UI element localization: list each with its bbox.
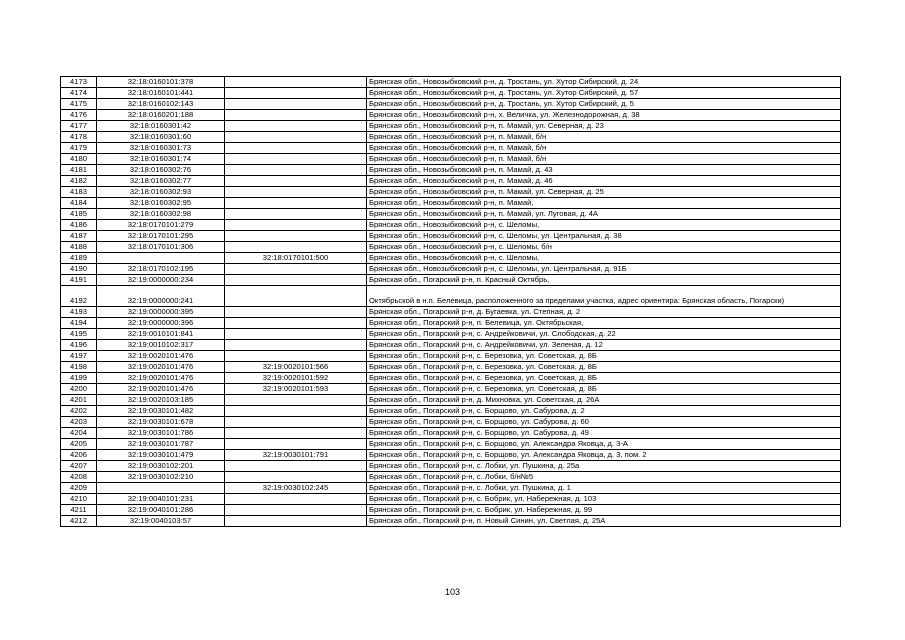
cadastral-number-cell: 32:19:0020101:476 bbox=[97, 351, 225, 362]
cadastral-number-cell: 32:19:0020103:185 bbox=[97, 395, 225, 406]
table-row bbox=[61, 286, 841, 307]
table-row bbox=[61, 450, 841, 461]
cadastral-number-cell: 32:19:0040103:57 bbox=[97, 516, 225, 527]
cadastral-number-cell: 32:19:0030101:482 bbox=[97, 406, 225, 417]
address-cell: Брянская обл., Погарский р-н, с. Борщово, ул. Александра Яковца, д. 3-А bbox=[367, 439, 841, 450]
table-row bbox=[61, 176, 841, 187]
address-cell: Брянская обл., Новозыбковский р-н, п. Мамай, bbox=[367, 198, 841, 209]
address-cell: Брянская обл., Новозыбковский р-н, с. Шеломы, ул. Центральная, д. 91Б bbox=[367, 264, 841, 275]
address-cell: Брянская обл., Новозыбковский р-н, д. Тростань, ул. Хутор Сибирский, д. 57 bbox=[367, 88, 841, 99]
cadastral-number-cell: 32:18:0160301:42 bbox=[97, 121, 225, 132]
cadastral-number-cell: 32:18:0160302:93 bbox=[97, 187, 225, 198]
address-cell: Брянская обл., Новозыбковский р-н, с. Шеломы, bbox=[367, 220, 841, 231]
address-cell: Брянская обл., Погарский р-н, с. Березовка, ул. Советская, д. 8Б bbox=[367, 362, 841, 373]
linked-cadastral-number-cell bbox=[225, 439, 367, 450]
row-number-cell: 4207 bbox=[61, 461, 97, 472]
cadastral-number-cell: 32:19:0010102:317 bbox=[97, 340, 225, 351]
cadastral-number-cell: 32:19:0020101:476 bbox=[97, 384, 225, 395]
page-number: 103 bbox=[444, 587, 461, 597]
table-row bbox=[61, 351, 841, 362]
cadastral-number-cell: 32:19:0030101:678 bbox=[97, 417, 225, 428]
cadastral-number-cell: 32:18:0160101:441 bbox=[97, 88, 225, 99]
linked-cadastral-number-cell bbox=[225, 264, 367, 275]
linked-cadastral-number-cell bbox=[225, 231, 367, 242]
table-row bbox=[61, 209, 841, 220]
row-number-cell: 4190 bbox=[61, 264, 97, 275]
address-cell: Брянская обл., Погарский р-н, с. Березовка, ул. Советская, д. 8Б bbox=[367, 373, 841, 384]
cadastral-number-cell: 32:18:0160101:378 bbox=[97, 77, 225, 88]
address-cell: Брянская обл., Погарский р-н, с. Борщово, ул. Сабурова, д. 2 bbox=[367, 406, 841, 417]
row-number-cell: 4198 bbox=[61, 362, 97, 373]
address-cell: Брянская обл., Новозыбковский р-н, п. Мамай, ул. Северная, д. 23 bbox=[367, 121, 841, 132]
table-row bbox=[61, 362, 841, 373]
address-cell: Брянская обл., Новозыбковский р-н, п. Мамай, д. 43 bbox=[367, 165, 841, 176]
table-row bbox=[61, 220, 841, 231]
linked-cadastral-number-cell bbox=[225, 318, 367, 329]
table-row bbox=[61, 395, 841, 406]
linked-cadastral-number-cell bbox=[225, 307, 367, 318]
cadastral-number-cell: 32:19:0020101:476 bbox=[97, 362, 225, 373]
row-number-cell: 4188 bbox=[61, 242, 97, 253]
row-number-cell: 4197 bbox=[61, 351, 97, 362]
table-row bbox=[61, 121, 841, 132]
table-row bbox=[61, 505, 841, 516]
address-cell: Брянская обл., Погарский р-н, с. Лобки, ул. Пушкина, д. 1 bbox=[367, 483, 841, 494]
cadastral-number-cell: 32:19:0030102:210 bbox=[97, 472, 225, 483]
table-row bbox=[61, 253, 841, 264]
address-cell: Брянская обл., Погарский р-н, п. Белевица, ул. Октябрьская, bbox=[367, 318, 841, 329]
cadastral-number-cell: 32:19:0000000:234 bbox=[97, 275, 225, 286]
linked-cadastral-number-cell bbox=[225, 494, 367, 505]
linked-cadastral-number-cell bbox=[225, 209, 367, 220]
linked-cadastral-number-cell bbox=[225, 88, 367, 99]
row-number-cell: 4204 bbox=[61, 428, 97, 439]
linked-cadastral-number-cell: 32:19:0020101:592 bbox=[225, 373, 367, 384]
address-cell: Брянская обл., Новозыбковский р-н, п. Мамай, д. 46 bbox=[367, 176, 841, 187]
table-row bbox=[61, 406, 841, 417]
linked-cadastral-number-cell bbox=[225, 77, 367, 88]
table-row bbox=[61, 242, 841, 253]
linked-cadastral-number-cell bbox=[225, 154, 367, 165]
table-row bbox=[61, 165, 841, 176]
row-number-cell: 4182 bbox=[61, 176, 97, 187]
cadastral-number-cell: 32:18:0160301:73 bbox=[97, 143, 225, 154]
cadastral-number-cell: 32:18:0160302:95 bbox=[97, 198, 225, 209]
linked-cadastral-number-cell bbox=[225, 286, 367, 307]
address-cell: Брянская обл., Погарский р-н, с. Борщово, ул. Сабурова, д. 49 bbox=[367, 428, 841, 439]
row-number-cell: 4184 bbox=[61, 198, 97, 209]
linked-cadastral-number-cell: 32:19:0030101:791 bbox=[225, 450, 367, 461]
linked-cadastral-number-cell bbox=[225, 340, 367, 351]
cadastral-number-cell: 32:19:0000000:395 bbox=[97, 307, 225, 318]
address-cell: Брянская обл., Погарский р-н, с. Борщово, ул. Александра Яковца, д. 3, пом. 2 bbox=[367, 450, 841, 461]
cadastral-number-cell bbox=[97, 483, 225, 494]
row-number-cell: 4174 bbox=[61, 88, 97, 99]
address-cell: Брянская обл., Новозыбковский р-н, п. Мамай, ул. Северная, д. 25 bbox=[367, 187, 841, 198]
row-number-cell: 4202 bbox=[61, 406, 97, 417]
address-cell: Брянская обл., Новозыбковский р-н, с. Шеломы, б/н bbox=[367, 242, 841, 253]
table-row bbox=[61, 516, 841, 527]
cadastral-number-cell: 32:19:0030102:201 bbox=[97, 461, 225, 472]
cadastral-number-cell: 32:18:0160301:60 bbox=[97, 132, 225, 143]
table-row bbox=[61, 110, 841, 121]
linked-cadastral-number-cell bbox=[225, 110, 367, 121]
cadastral-number-cell: 32:18:0170101:295 bbox=[97, 231, 225, 242]
row-number-cell: 4177 bbox=[61, 121, 97, 132]
table-row bbox=[61, 143, 841, 154]
row-number-cell: 4199 bbox=[61, 373, 97, 384]
table-row bbox=[61, 461, 841, 472]
row-number-cell: 4196 bbox=[61, 340, 97, 351]
cadastral-number-cell: 32:18:0160302:98 bbox=[97, 209, 225, 220]
table-row bbox=[61, 307, 841, 318]
table-row bbox=[61, 329, 841, 340]
linked-cadastral-number-cell: 32:19:0020101:566 bbox=[225, 362, 367, 373]
cadastral-number-cell bbox=[97, 253, 225, 264]
address-cell: Брянская обл., Погарский р-н, с. Борщово, ул. Сабурова, д. 60 bbox=[367, 417, 841, 428]
row-number-cell: 4193 bbox=[61, 307, 97, 318]
table-row bbox=[61, 264, 841, 275]
address-cell: Брянская обл., Новозыбковский р-н, д. Тростань, ул. Хутор Сибирский, д. 5 bbox=[367, 99, 841, 110]
linked-cadastral-number-cell: 32:18:0170101:500 bbox=[225, 253, 367, 264]
address-cell: Брянская обл., Погарский р-н, с. Березовка, ул. Советская, д. 8Б bbox=[367, 384, 841, 395]
row-number-cell: 4180 bbox=[61, 154, 97, 165]
address-cell: Брянская обл., Погарский р-н, д. Михновка, ул. Советская, д. 26А bbox=[367, 395, 841, 406]
table-row bbox=[61, 494, 841, 505]
cadastral-number-cell: 32:19:0030101:479 bbox=[97, 450, 225, 461]
linked-cadastral-number-cell bbox=[225, 176, 367, 187]
address-cell: Брянская обл., Новозыбковский р-н, д. Тростань, ул. Хутор Сибирский, д. 24 bbox=[367, 77, 841, 88]
row-number-cell: 4205 bbox=[61, 439, 97, 450]
table-row bbox=[61, 384, 841, 395]
linked-cadastral-number-cell bbox=[225, 187, 367, 198]
address-cell: Брянская обл., Новозыбковский р-н, п. Мамай, б/н bbox=[367, 154, 841, 165]
table-row bbox=[61, 77, 841, 88]
address-cell: Брянская обл., Погарский р-н, п. Красный Октябрь, bbox=[367, 275, 841, 286]
linked-cadastral-number-cell bbox=[225, 198, 367, 209]
row-number-cell: 4200 bbox=[61, 384, 97, 395]
address-cell: Брянская обл., Погарский р-н, с. Лобки, б/н№5 bbox=[367, 472, 841, 483]
row-number-cell: 4189 bbox=[61, 253, 97, 264]
row-number-cell: 4203 bbox=[61, 417, 97, 428]
address-cell: Брянская обл., Погарский р-н, с. Андрейковичи, ул. Слободская, д. 22 bbox=[367, 329, 841, 340]
address-cell: Брянская обл., Новозыбковский р-н, с. Шеломы, ул. Центральная, д. 38 bbox=[367, 231, 841, 242]
row-number-cell: 4194 bbox=[61, 318, 97, 329]
cadastral-number-cell: 32:19:0000000:241 bbox=[97, 286, 225, 307]
cadastral-number-cell: 32:18:0160302:76 bbox=[97, 165, 225, 176]
cadastral-number-cell: 32:19:0030101:787 bbox=[97, 439, 225, 450]
cadastral-number-cell: 32:18:0170101:306 bbox=[97, 242, 225, 253]
row-number-cell: 4186 bbox=[61, 220, 97, 231]
cadastral-number-cell: 32:19:0010101:841 bbox=[97, 329, 225, 340]
row-number-cell: 4192 bbox=[61, 286, 97, 307]
table-row bbox=[61, 198, 841, 209]
linked-cadastral-number-cell bbox=[225, 132, 367, 143]
row-number-cell: 4185 bbox=[61, 209, 97, 220]
cadastral-number-cell: 32:19:0020101:476 bbox=[97, 373, 225, 384]
row-number-cell: 4195 bbox=[61, 329, 97, 340]
linked-cadastral-number-cell bbox=[225, 242, 367, 253]
address-cell: Октябрьской в н.п. Белевица, расположенного за пределами участка, адрес ориентира: Брянская область, Погарски) bbox=[367, 286, 841, 307]
linked-cadastral-number-cell bbox=[225, 99, 367, 110]
address-cell: Брянская обл., Погарский р-н, д. Бугаевка, ул. Степная, д. 2 bbox=[367, 307, 841, 318]
linked-cadastral-number-cell bbox=[225, 472, 367, 483]
linked-cadastral-number-cell bbox=[225, 516, 367, 527]
cadastral-number-cell: 32:18:0160201:188 bbox=[97, 110, 225, 121]
linked-cadastral-number-cell bbox=[225, 329, 367, 340]
linked-cadastral-number-cell bbox=[225, 505, 367, 516]
table-row bbox=[61, 439, 841, 450]
address-cell: Брянская обл., Новозыбковский р-н, п. Мамай, б/н bbox=[367, 143, 841, 154]
table-row bbox=[61, 132, 841, 143]
table-row bbox=[61, 428, 841, 439]
row-number-cell: 4201 bbox=[61, 395, 97, 406]
linked-cadastral-number-cell: 32:19:0020101:593 bbox=[225, 384, 367, 395]
cadastral-number-cell: 32:19:0040101:286 bbox=[97, 505, 225, 516]
address-cell: Брянская обл., Погарский р-н, с. Бобрик, ул. Набережная, д. 99 bbox=[367, 505, 841, 516]
row-number-cell: 4212 bbox=[61, 516, 97, 527]
row-number-cell: 4176 bbox=[61, 110, 97, 121]
cadastral-number-cell: 32:19:0040101:231 bbox=[97, 494, 225, 505]
table-row bbox=[61, 275, 841, 286]
table-body bbox=[61, 77, 841, 527]
linked-cadastral-number-cell bbox=[225, 143, 367, 154]
address-cell: Брянская обл., Погарский р-н, п. Новый Синин, ул. Светлая, д. 25А bbox=[367, 516, 841, 527]
address-cell: Брянская обл., Погарский р-н, с. Лобки, ул. Пушкина, д. 25а bbox=[367, 461, 841, 472]
row-number-cell: 4181 bbox=[61, 165, 97, 176]
linked-cadastral-number-cell bbox=[225, 406, 367, 417]
row-number-cell: 4191 bbox=[61, 275, 97, 286]
table-row bbox=[61, 99, 841, 110]
table-row bbox=[61, 88, 841, 99]
row-number-cell: 4173 bbox=[61, 77, 97, 88]
linked-cadastral-number-cell bbox=[225, 121, 367, 132]
row-number-cell: 4211 bbox=[61, 505, 97, 516]
row-number-cell: 4175 bbox=[61, 99, 97, 110]
cadastral-number-cell: 32:19:0000000:396 bbox=[97, 318, 225, 329]
table-row bbox=[61, 340, 841, 351]
row-number-cell: 4209 bbox=[61, 483, 97, 494]
address-cell: Брянская обл., Новозыбковский р-н, п. Мамай, б/н bbox=[367, 132, 841, 143]
linked-cadastral-number-cell bbox=[225, 417, 367, 428]
linked-cadastral-number-cell bbox=[225, 351, 367, 362]
cadastral-number-cell: 32:18:0170101:279 bbox=[97, 220, 225, 231]
row-number-cell: 4178 bbox=[61, 132, 97, 143]
row-number-cell: 4183 bbox=[61, 187, 97, 198]
table-row bbox=[61, 417, 841, 428]
address-cell: Брянская обл., Новозыбковский р-н, х. Величка, ул. Железнодорожная, д. 38 bbox=[367, 110, 841, 121]
cadastral-number-cell: 32:18:0160102:143 bbox=[97, 99, 225, 110]
address-cell: Брянская обл., Погарский р-н, с. Березовка, ул. Советская, д. 8Б bbox=[367, 351, 841, 362]
address-cell: Брянская обл., Новозыбковский р-н, п. Мамай, ул. Луговая, д. 4А bbox=[367, 209, 841, 220]
linked-cadastral-number-cell bbox=[225, 428, 367, 439]
cadastral-number-cell: 32:19:0030101:786 bbox=[97, 428, 225, 439]
table-row bbox=[61, 483, 841, 494]
row-number-cell: 4210 bbox=[61, 494, 97, 505]
table-row bbox=[61, 154, 841, 165]
linked-cadastral-number-cell bbox=[225, 220, 367, 231]
linked-cadastral-number-cell bbox=[225, 165, 367, 176]
linked-cadastral-number-cell bbox=[225, 461, 367, 472]
table-row bbox=[61, 187, 841, 198]
row-number-cell: 4187 bbox=[61, 231, 97, 242]
linked-cadastral-number-cell: 32:19:0030102:245 bbox=[225, 483, 367, 494]
property-table bbox=[60, 76, 841, 527]
cadastral-number-cell: 32:18:0160302:77 bbox=[97, 176, 225, 187]
row-number-cell: 4179 bbox=[61, 143, 97, 154]
linked-cadastral-number-cell bbox=[225, 395, 367, 406]
address-cell: Брянская обл., Новозыбковский р-н, с. Шеломы, bbox=[367, 253, 841, 264]
row-number-cell: 4208 bbox=[61, 472, 97, 483]
table-row bbox=[61, 472, 841, 483]
cadastral-number-cell: 32:18:0170102:195 bbox=[97, 264, 225, 275]
address-cell: Брянская обл., Погарский р-н, с. Бобрик, ул. Набережная, д. 103 bbox=[367, 494, 841, 505]
row-number-cell: 4206 bbox=[61, 450, 97, 461]
cadastral-number-cell: 32:18:0160301:74 bbox=[97, 154, 225, 165]
address-cell: Брянская обл., Погарский р-н, с. Андрейковичи, ул. Зеленая, д. 12 bbox=[367, 340, 841, 351]
table-row bbox=[61, 318, 841, 329]
table-row bbox=[61, 373, 841, 384]
table-row bbox=[61, 231, 841, 242]
linked-cadastral-number-cell bbox=[225, 275, 367, 286]
